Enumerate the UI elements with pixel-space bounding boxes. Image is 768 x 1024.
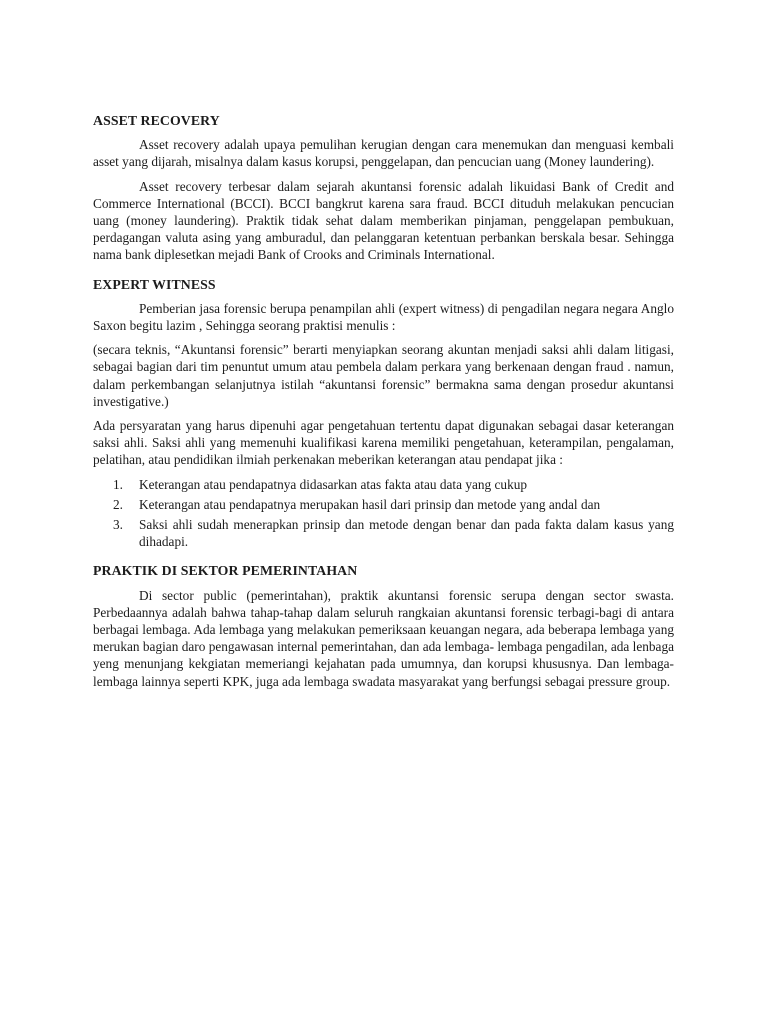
praktik-paragraph-1: Di sector public (pemerintahan), praktik akuntansi forensic serupa dengan sector swasta. Perbedaannya adalah bahwa tahap-tahap dalam seluruh rangkaian akuntansi forensic terbagi-bagi di antara berbagai lembaga. Ada lembaga yang melakukan pemeriksaan keuangan negara, ada beberapa lembaga yang merukan bagian daro pengawasan internal pemerintahan, dan ada lembaga- lembaga pengadilan, ada lenbaga yeng menunjang kekgiatan memeriangi kejahatan pada umumnya, dan korupsi khususnya. Dan lembaga-lembaga lainnya seperti KPK, juga ada lembaga swadata masyarakat yang berfungsi sebagai pressure group.	[93, 587, 674, 689]
asset-recovery-paragraph-2: Asset recovery terbesar dalam sejarah akuntansi forensic adalah likuidasi Bank of Credit and Commerce International (BCCI). BCCI bangkrut karena sara fraud. BCCI dituduh melakukan pencucian uang (money laundering). Praktik tidak sehat dalam memberikan pinjaman, penggelapan pembukuan, perdagangan valuta asing yang amburadul, dan pelanggaran ketentuan perbankan berskala besar. Sehingga nama bank diplesetkan mejadi Bank of Crooks and Criminals International.	[93, 178, 674, 263]
section-heading-expert-witness: EXPERT WITNESS	[93, 276, 216, 292]
list-item-number: 2.	[113, 496, 123, 512]
list-item-number: 1.	[113, 476, 123, 492]
asset-recovery-paragraph-1: Asset recovery adalah upaya pemulihan kerugian dengan cara menemukan dan menguasi kembali asset yang dijarah, misalnya dalam kasus korupsi, penggelapan, dan pencucian uang (Money laundering).	[93, 137, 674, 170]
list-item-number: 3.	[113, 517, 123, 533]
list-item	[93, 476, 674, 493]
section-heading-praktik-sektor-pemerintahan: PRAKTIK DI SEKTOR PEMERINTAHAN	[93, 563, 358, 579]
expert-witness-quote: (secara teknis, “Akuntansi forensic” berarti menyiapkan seorang akuntan menjadi saksi ahli dalam litigasi, sebagai bagian dari tim penuntut umum atau pembela dalam perkara yang berkenaan dengan fraud . namun, dalam perkembangan selanjutnya istilah “akuntansi forensic” bermakna sama dengan prosedur akuntansi investigative.)	[93, 342, 674, 409]
list-item-text: Saksi ahli sudah menerapkan prinsip dan metode dengan benar dan pada fakta dalam kasus yang dihadapi.	[139, 517, 674, 550]
document-page	[93, 112, 674, 697]
expert-witness-body: Ada persyaratan yang harus dipenuhi agar pengetahuan tertentu dapat digunakan sebagai dasar keterangan saksi ahli. Saksi ahli yang memenuhi kualifikasi karena memiliki pengetahuan, keterampilan, pengalaman, pelatihan, atau pendidikan ilmiah perkenakan meberikan keterangan atau pendapat jika :	[93, 418, 674, 468]
section-heading-asset-recovery: ASSET RECOVERY	[93, 113, 220, 128]
requirements-list	[93, 476, 674, 551]
list-item-text: Keterangan atau pendapatnya merupakan hasil dari prinsip dan metode yang andal dan	[139, 496, 601, 512]
expert-witness-intro: Pemberian jasa forensic berupa penampilan ahli (expert witness) di pengadilan negara negara Anglo Saxon begitu lazim , Sehingga seorang praktisi menulis :	[93, 300, 674, 334]
list-item	[93, 496, 674, 513]
list-item	[93, 516, 674, 550]
list-item-text: Keterangan atau pendapatnya didasarkan atas fakta atau data yang cukup	[139, 476, 528, 492]
